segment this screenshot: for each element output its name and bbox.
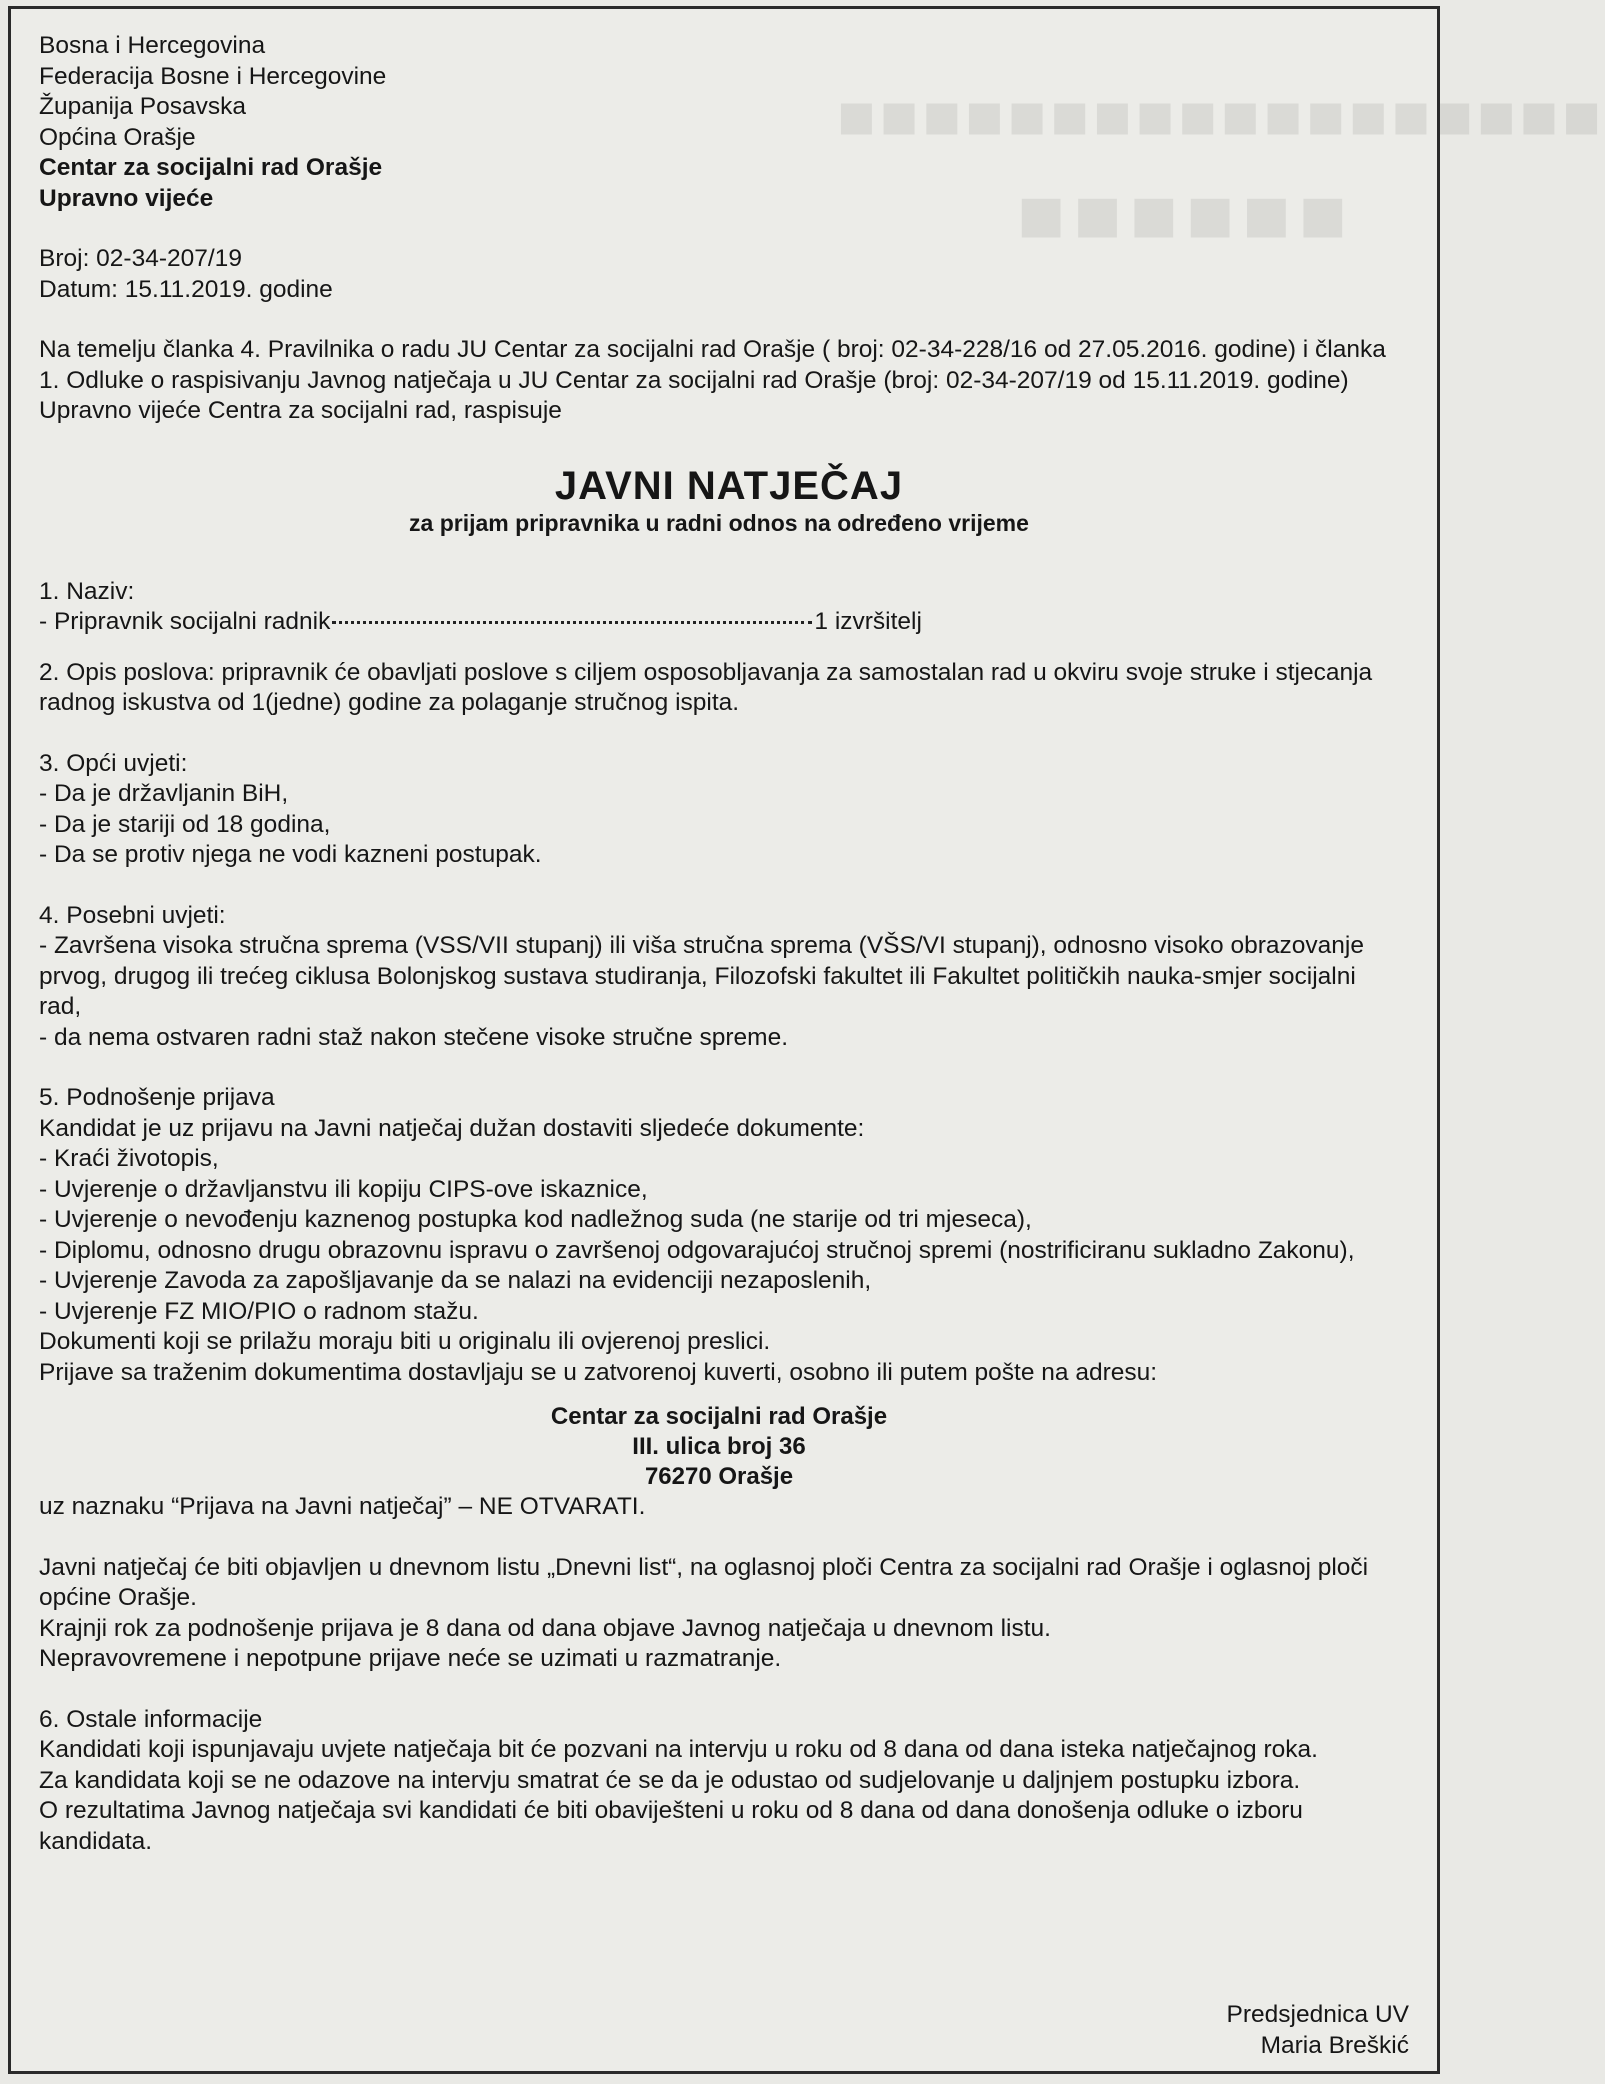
reference-block bbox=[39, 244, 1399, 305]
envelope-marking: uz naznaku “Prijava na Javni natječaj” – NE OTVARATI. bbox=[39, 1493, 646, 1520]
institution-name: Centar za socijalni rad Orašje bbox=[39, 154, 383, 181]
newspaper-notice bbox=[8, 6, 1605, 2074]
list-item: - Uvjerenje o državljanstvu ili kopiju CIPS-ove iskaznice, bbox=[39, 1175, 648, 1203]
section-1 bbox=[39, 577, 1399, 638]
section-heading: 4. Posebni uvjeti: bbox=[39, 901, 226, 929]
position-row bbox=[39, 607, 1399, 638]
signatory-name: Maria Breškić bbox=[1260, 2032, 1409, 2059]
list-item: - Diplomu, odnosno drugu obrazovnu ispravu o završenoj odgovarajućoj stručnoj spremi (nostrificiranu sukladno Zakonu), bbox=[39, 1236, 1355, 1264]
section-6 bbox=[39, 1705, 1399, 1858]
signatory-role: Predsjednica UV bbox=[1226, 2001, 1409, 2028]
address-line: 76270 Orašje bbox=[644, 1463, 794, 1490]
section-lead: Kandidat je uz prijavu na Javni natječaj dužan dostaviti sljedeće dokumente: bbox=[39, 1114, 865, 1142]
bleed-through-text: ■■■■■■■■■■■■■■■■■■ ■■■■■■ bbox=[837, 80, 1605, 259]
documents-note: Dokumenti koji se prilažu moraju biti u originalu ili ovjerenoj preslici. bbox=[39, 1328, 771, 1355]
info-line: O rezultatima Javnog natječaja svi kandidati će biti obaviješteni u roku od 8 dana od dana donošenja odluke o izboru kandidata. bbox=[39, 1797, 1303, 1855]
page-subtitle: za prijam pripravnika u radni odnos na određeno vrijeme bbox=[409, 509, 1029, 536]
position-count: 1 izvršitelj bbox=[814, 608, 922, 635]
section-3 bbox=[39, 749, 1399, 871]
section-heading: 5. Podnošenje prijava bbox=[39, 1084, 275, 1111]
list-item: - Da je državljanin BiH, bbox=[39, 780, 289, 807]
section-heading: 6. Ostale informacije bbox=[39, 1705, 263, 1733]
header-line: Županija Posavska bbox=[39, 93, 247, 120]
address-line: III. ulica broj 36 bbox=[632, 1433, 806, 1460]
list-item: - Završena visoka stručna sprema (VSS/VII stupanj) ili viša stručna sprema (VŠS/VI stupanj), odnosno visoko obrazovanje prvog, drugog ili trećeg ciklusa Bolonjskog sustava studiranja, Filozofski fakultet ili Fakultet političkih nauka-smjer socijalni rad, bbox=[39, 932, 1364, 1020]
notice-content bbox=[39, 31, 1399, 1857]
list-item: - Kraći životopis, bbox=[39, 1145, 219, 1172]
reference-number: Broj: 02-34-207/19 bbox=[39, 245, 242, 272]
address-line: Centar za socijalni rad Orašje bbox=[550, 1403, 888, 1430]
info-line: Za kandidata koji se ne odazove na intervju smatrat će se da je odustao od sudjelovanje u daljnjem postupku izbora. bbox=[39, 1766, 1301, 1794]
list-item: - Uvjerenje o nevođenju kaznenog postupka kod nadležnog suda (ne starije od tri mjeseca), bbox=[39, 1206, 1032, 1233]
title-block bbox=[39, 463, 1399, 537]
submission-note: Prijave sa traženim dokumentima dostavljaju se u zatvorenoj kuverti, osobno ili putem pošte na adresu: bbox=[39, 1358, 1158, 1386]
header-line: Općina Orašje bbox=[39, 123, 196, 151]
list-item: - Da je stariji od 18 godina, bbox=[39, 810, 331, 838]
section-heading: 3. Opći uvjeti: bbox=[39, 749, 188, 777]
section-4 bbox=[39, 901, 1399, 1054]
dotted-leader bbox=[332, 621, 812, 624]
header-block bbox=[39, 31, 1399, 214]
mailing-address bbox=[39, 1402, 1399, 1492]
header-line: Bosna i Hercegovina bbox=[39, 32, 266, 59]
info-line: Kandidati koji ispunjavaju uvjete natječaja bit će pozvani na intervju u roku od 8 dana od dana isteka natječajnog roka. bbox=[39, 1736, 1318, 1763]
page-title: JAVNI NATJEČAJ bbox=[554, 463, 904, 508]
intro-paragraph: Na temelju članka 4. Pravilnika o radu JU Centar za socijalni rad Orašje ( broj: 02-34-228/16 od 27.05.2016. godine) i članka 1. Odluke o raspisivanju Javnog natječaja u JU Centar za socijalni rad Orašje (broj: 02-34-207/19 od 15.11.2019. godine) Upravno vijeće Centra za socijalni rad, raspisuje bbox=[39, 336, 1386, 424]
list-item: - Uvjerenje FZ MIO/PIO o radnom stažu. bbox=[39, 1297, 479, 1325]
section-2: 2. Opis poslova: pripravnik će obavljati poslove s ciljem osposobljavanja za samostalan rad u okviru svoje struke i stjecanja radnog iskustva od 1(jedne) godine za polaganje stručnog ispita. bbox=[39, 658, 1373, 716]
section-5 bbox=[39, 1083, 1399, 1675]
signature-block bbox=[1227, 1999, 1409, 2061]
reference-date: Datum: 15.11.2019. godine bbox=[39, 275, 333, 303]
incomplete-note: Nepravovremene i nepotpune prijave neće se uzimati u razmatranje. bbox=[39, 1645, 782, 1672]
list-item: - da nema ostvaren radni staž nakon stečene visoke stručne spreme. bbox=[39, 1023, 788, 1051]
list-item: - Uvjerenje Zavoda za zapošljavanje da se nalazi na evidenciji nezaposlenih, bbox=[39, 1267, 872, 1294]
section-heading: 1. Naziv: bbox=[39, 577, 135, 605]
position-label: - Pripravnik socijalni radnik bbox=[39, 608, 331, 635]
header-line: Federacija Bosne i Hercegovine bbox=[39, 62, 387, 90]
publication-note: Javni natječaj će biti objavljen u dnevnom listu „Dnevni list“, na oglasnoj ploči Centra za socijalni rad Orašje i oglasnoj ploči općine Orašje. bbox=[39, 1553, 1369, 1611]
list-item: - Da se protiv njega ne vodi kazneni postupak. bbox=[39, 841, 542, 868]
deadline-note: Krajnji rok za podnošenje prijava je 8 dana od dana objave Javnog natječaja u dnevnom listu. bbox=[39, 1614, 1051, 1642]
governing-body: Upravno vijeće bbox=[39, 184, 214, 212]
